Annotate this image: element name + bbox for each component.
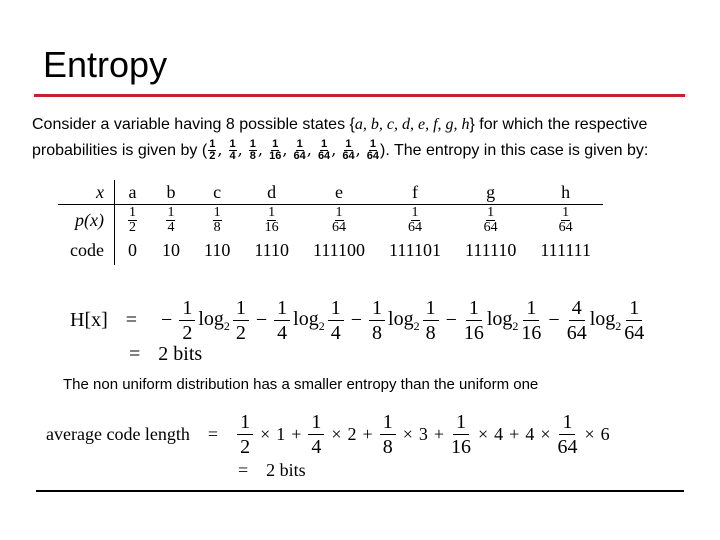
coefficient-fraction: $\frac{4}{64}$	[566, 297, 587, 344]
states-list: a, b, c, d, e, f, g, h	[354, 116, 470, 133]
average-code-equation: average code length = $\frac{1}{2}$ × 1 + $\frac{1}{4}$ × 2 + $\frac{1}{8}$ × 3 + $\frac{1}{16}$ × 4 + 4 × $\frac{1}{64}$ × 6	[46, 411, 610, 458]
code-cell: 111110	[465, 239, 517, 260]
coefficient: 4	[525, 424, 535, 444]
times-sign: ×	[478, 424, 489, 444]
log-operator: $\log_2$	[589, 307, 622, 333]
note-text: The non uniform distribution has a smaller entropy than the uniform one	[63, 376, 539, 393]
prob-fraction: $\frac{1}{16}$	[264, 204, 279, 235]
prob-cell	[150, 205, 192, 236]
prob-fraction: $\frac{1}{2}$	[128, 204, 136, 235]
prob-cell	[528, 205, 603, 236]
page-title: Entropy	[43, 44, 168, 85]
state-cell: f	[377, 180, 453, 205]
prob-fraction: $\frac{1}{64}$	[408, 204, 422, 235]
prob-cell	[242, 205, 301, 236]
prob-fraction: $\frac{1}{8}$	[213, 204, 221, 235]
average-code-result: 2 bits	[266, 460, 306, 480]
state-cell: b	[150, 180, 192, 205]
prob-cell	[377, 205, 453, 236]
minus-sign: −	[445, 309, 457, 331]
prob-fraction: $\frac{1}{64}$	[332, 204, 346, 235]
log-operator: $\log_2$	[486, 307, 519, 333]
plus-sign: +	[362, 424, 373, 444]
code-cell: 0	[127, 239, 137, 260]
code-length: 6	[600, 424, 610, 444]
state-cell: h	[528, 180, 603, 205]
table-row-probabilities	[58, 205, 603, 236]
state-cell: d	[242, 180, 301, 205]
prob-fraction: $\frac{1}{64}$	[558, 204, 573, 235]
code-length: 4	[494, 424, 504, 444]
code-cell: 10	[161, 239, 180, 260]
plus-sign: +	[509, 424, 520, 444]
intro-prob-fraction: $\frac{1}{4}$	[229, 138, 236, 163]
entropy-result-line: = 2 bits	[129, 343, 203, 365]
code-cell: 1110	[254, 239, 289, 260]
code-cell: 111111	[540, 239, 591, 260]
log-argument-fraction: $\frac{1}{4}$	[328, 298, 344, 343]
log-operator: $\log_2$	[388, 307, 420, 333]
minus-sign: −	[350, 309, 363, 331]
title-divider	[34, 94, 685, 97]
code-length: 1	[276, 424, 286, 444]
plus-sign: +	[433, 424, 445, 444]
intro-probabilities	[207, 138, 380, 163]
minus-sign: −	[255, 309, 268, 331]
code-cell: 110	[203, 239, 231, 260]
table-row-codes	[58, 235, 603, 265]
log-argument-fraction: $\frac{1}{64}$	[624, 297, 645, 344]
code-length: 3	[418, 424, 428, 444]
coefficient-fraction: $\frac{1}{4}$	[274, 298, 290, 343]
prob-fraction: $\frac{1}{64}$	[483, 204, 498, 235]
separator: ,	[237, 140, 248, 159]
prob-cell	[114, 205, 150, 236]
separator: ,	[217, 140, 228, 159]
intro-text	[32, 112, 712, 163]
times-sign: ×	[331, 424, 342, 444]
state-cell: a	[114, 180, 150, 205]
state-cell: c	[192, 180, 242, 205]
entropy-equation	[70, 298, 645, 343]
code-length: 2	[347, 424, 357, 444]
coefficient-fraction: $\frac{1}{2}$	[179, 298, 195, 343]
intro-prob-fraction: $\frac{1}{64}$	[293, 138, 306, 163]
separator: ,	[306, 140, 317, 159]
prob-fraction: $\frac{1}{4}$	[167, 204, 175, 235]
intro-prob-fraction: $\frac{1}{2}$	[209, 138, 216, 163]
separator: ,	[282, 140, 293, 159]
minus-sign: −	[548, 309, 560, 331]
coefficient-fraction: $\frac{1}{8}$	[380, 412, 396, 457]
coefficient-fraction: $\frac{1}{16}$	[463, 297, 484, 344]
code-cell: 111100	[313, 239, 365, 260]
log-argument-fraction: $\frac{1}{16}$	[521, 297, 542, 344]
log-operator: $\log_2$	[198, 307, 230, 333]
coefficient-fraction: $\frac{1}{64}$	[557, 411, 578, 458]
coefficient-fraction: $\frac{1}{8}$	[369, 298, 385, 343]
intro-prob-fraction: $\frac{1}{64}$	[342, 138, 355, 163]
intro-prob-fraction: $\frac{1}{8}$	[249, 138, 256, 163]
minus-sign: −	[161, 309, 173, 331]
bottom-divider	[36, 490, 684, 492]
log-argument-fraction: $\frac{1}{2}$	[233, 298, 249, 343]
times-sign: ×	[584, 424, 595, 444]
state-cell: g	[453, 180, 528, 205]
prob-cell	[192, 205, 242, 236]
intro-line-1: Consider a variable having 8 possible states {a, b, c, d, e, f, g, h} for which the respective	[32, 116, 648, 133]
separator: ,	[331, 140, 342, 159]
plus-sign: +	[291, 424, 302, 444]
separator: ,	[355, 140, 366, 159]
coefficient-fraction: $\frac{1}{16}$	[451, 411, 472, 458]
times-sign: ×	[540, 424, 551, 444]
x-label: x	[58, 180, 114, 205]
table-row-states	[58, 180, 603, 205]
entropy-lhs: H[x]	[70, 309, 108, 331]
log-operator: $\log_2$	[293, 307, 325, 333]
prob-cell	[301, 205, 377, 236]
intro-line-2: probabilities is given by ( $\frac{1}{2}$ , $\frac{1}{4}$ , $\frac{1}{8}$ , $\frac{1}{16}$ , $\frac{1}{64}$ , $\frac{1}{64}$ , $\frac{1}{64}$ , $\frac{1}{64}$ ). The entropy in this case is given by:	[32, 138, 649, 163]
state-cell: e	[301, 180, 377, 205]
coefficient-fraction: $\frac{1}{4}$	[308, 412, 324, 457]
code-label: code	[58, 235, 114, 265]
coefficient-fraction: $\frac{1}{2}$	[237, 412, 253, 457]
average-code-lhs: average code length	[46, 424, 190, 444]
average-code-result-line: = 2 bits	[238, 460, 306, 480]
code-cell: 111101	[389, 239, 441, 260]
px-label: p(x)	[58, 205, 114, 236]
intro-prob-fraction: $\frac{1}{64}$	[366, 138, 380, 163]
prob-cell	[453, 205, 528, 236]
states-table	[58, 180, 603, 265]
log-argument-fraction: $\frac{1}{8}$	[423, 298, 439, 343]
intro-prob-fraction: $\frac{1}{16}$	[269, 138, 282, 163]
separator: ,	[257, 140, 269, 159]
entropy-result: 2 bits	[158, 343, 203, 365]
times-sign: ×	[260, 424, 271, 444]
intro-prob-fraction: $\frac{1}{64}$	[317, 138, 331, 163]
entropy-equals: =	[125, 309, 138, 331]
times-sign: ×	[402, 424, 413, 444]
